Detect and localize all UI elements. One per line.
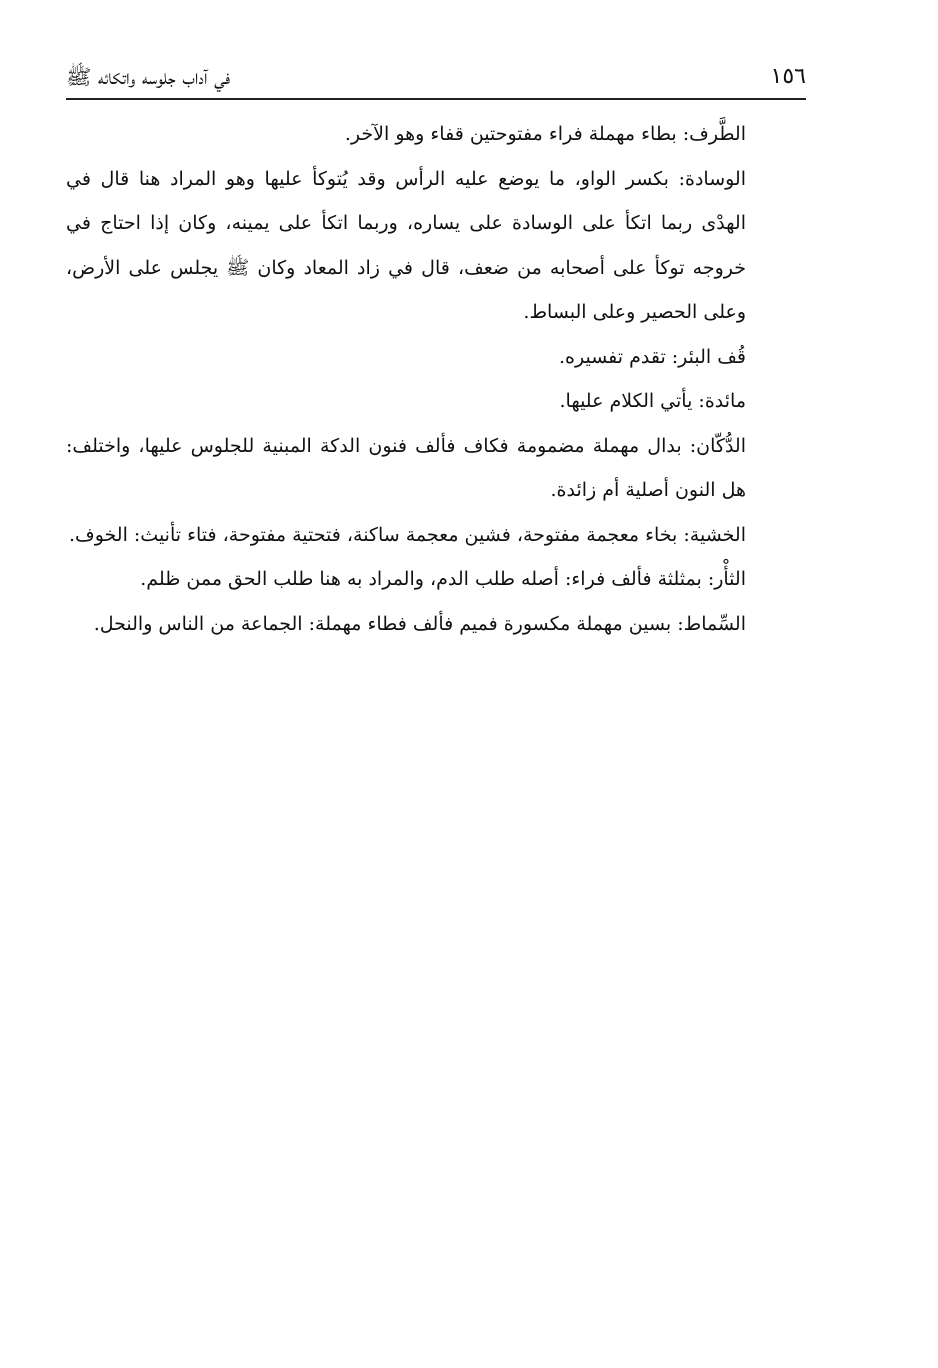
glossary-entry-tarf: الطَّرف: بطاء مهملة فراء مفتوحتين قفاء وهو الآخر. [344,123,746,145]
header-rule [66,98,806,100]
glossary-entry-maida: مائدة: يأتي الكلام عليها. [559,390,746,412]
glossary-entry-khashya: الخشية: بخاء معجمة مفتوحة، فشين معجمة ساكنة، فتحتية مفتوحة، فتاء تأنيث: الخوف. [68,523,746,546]
glossary-entry-quff: قُف البئر: تقدم تفسيره. [559,345,746,368]
running-header [66,58,806,98]
page-number: ١٥٦ [770,64,806,89]
glossary-entry-dukkan: الدُّكّان: بدال مهملة مضمومة فكاف فألف فنون الدكة المبنية للجلوس عليها، واختلف: هل النون أصلية أم زائدة. [66,434,746,501]
glossary-body [66,112,806,646]
running-title: في آداب جلوسه واتكائه ﷺ [66,65,231,89]
glossary-entry-thaar: الثأْر: بمثلثة فألف فراء: أصله طلب الدم، والمراد به هنا طلب الحق ممن ظلم. [140,568,746,590]
glossary-entry-wisada: الوسادة: بكسر الواو، ما يوضع عليه الرأس وقد يُتوكأ عليها وهو المراد هنا قال في الهدْى ربما اتكأ على الوسادة على يساره، وربما اتكأ على يمينه، وكان إذا احتاج في خروجه توكأ على أصحابه من ضعف، قال في زاد المعاد وكان ﷺ يجلس على الأرض، وعلى الحصير وعلى البساط. [66,167,746,323]
glossary-entry-simat: السِّماط: بسين مهملة مكسورة فميم فألف فطاء مهملة: الجماعة من الناس والنحل. [93,612,746,635]
